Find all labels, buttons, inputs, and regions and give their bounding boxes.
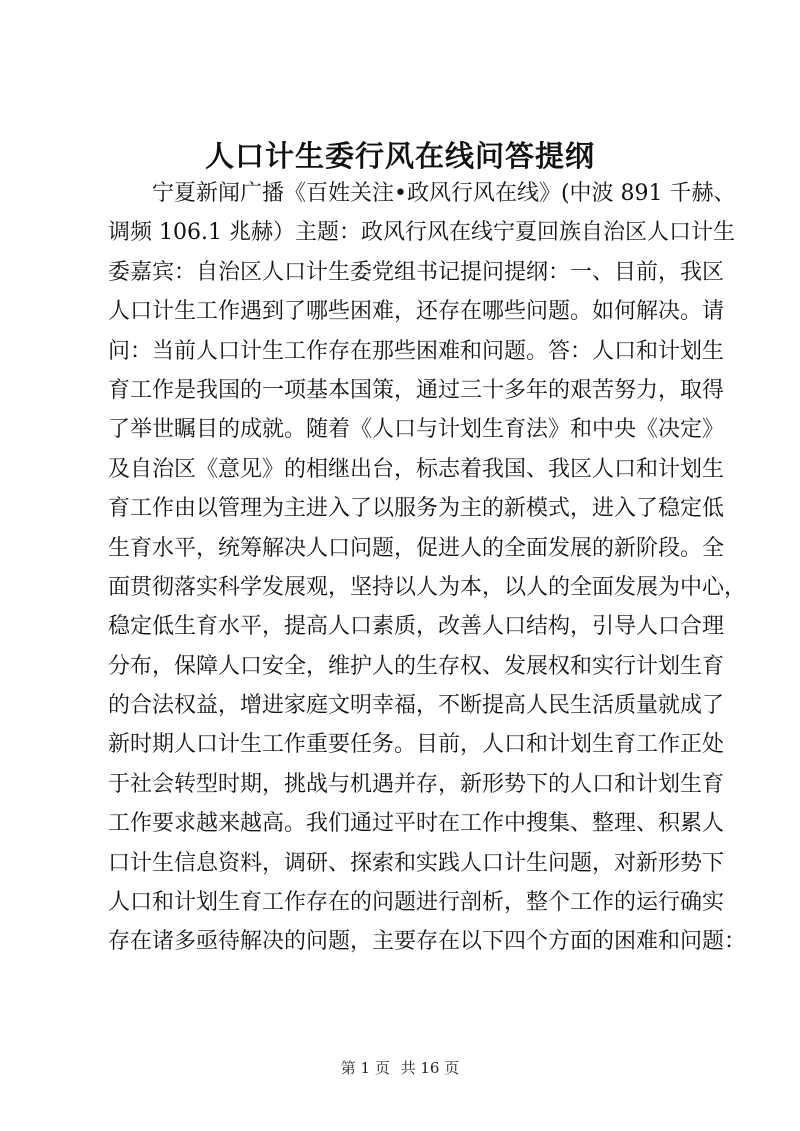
body-paragraph [108, 174, 747, 962]
paragraph-line: 存在诸多亟待解决的问题，主要存在以下四个方面的困难和问题： [108, 929, 747, 955]
paragraph-line: 人口和计划生育工作存在的问题进行剖析，整个工作的运行确实 [108, 890, 725, 916]
paragraph-line: 了举世瞩目的成就。随着《人口与计划生育法》和中央《决定》 [108, 417, 725, 443]
paragraph-line: 分布，保障人口安全，维护人的生存权、发展权和实行计划生育 [108, 653, 725, 679]
paragraph-line: 于社会转型时期，挑战与机遇并存，新形势下的人口和计划生育 [108, 771, 725, 797]
paragraph-line: 问：当前人口计生工作存在那些困难和问题。答：人口和计划生 [108, 338, 725, 364]
paragraph-line: 人口计生工作遇到了哪些困难，还存在哪些问题。如何解决。请 [108, 299, 725, 325]
paragraph-line: 委嘉宾：自治区人口计生委党组书记提问提纲：一、目前，我区 [108, 259, 725, 285]
paragraph-line: 育工作是我国的一项基本国策，通过三十多年的艰苦努力，取得 [108, 377, 725, 403]
page-number: 第 1 页 [340, 1059, 390, 1077]
paragraph-line: 面贯彻落实科学发展观，坚持以人为本，以人的全面发展为中心， [108, 574, 747, 600]
paragraph-line: 工作要求越来越高。我们通过平时在工作中搜集、整理、积累人 [108, 811, 725, 837]
paragraph-line: 新时期人口计生工作重要任务。目前，人口和计划生育工作正处 [108, 732, 725, 758]
paragraph-line: 口计生信息资料，调研、探索和实践人口计生问题，对新形势下 [108, 850, 725, 876]
paragraph-line: 及自治区《意见》的相继出台，标志着我国、我区人口和计划生 [108, 456, 725, 482]
paragraph-line: 宁夏新闻广播《百姓关注•政风行风在线》(中波 891 千赫、 [152, 181, 736, 206]
paragraph-line: 的合法权益，增进家庭文明幸福，不断提高人民生活质量就成了 [108, 693, 725, 719]
paragraph-line: 育工作由以管理为主进入了以服务为主的新模式，进入了稳定低 [108, 496, 725, 522]
paragraph-line: 稳定低生育水平，提高人口素质，改善人口结构，引导人口合理 [108, 614, 725, 640]
page-footer [0, 1058, 800, 1078]
paragraph-line: 调频 106.1 兆赫）主题：政风行风在线宁夏回族自治区人口计生 [108, 220, 735, 246]
page-total: 共 16 页 [400, 1059, 460, 1077]
document-title: 人口计生委行风在线问答提纲 [204, 139, 595, 173]
paragraph-line: 生育水平，统筹解决人口问题，促进人的全面发展的新阶段。全 [108, 535, 725, 561]
